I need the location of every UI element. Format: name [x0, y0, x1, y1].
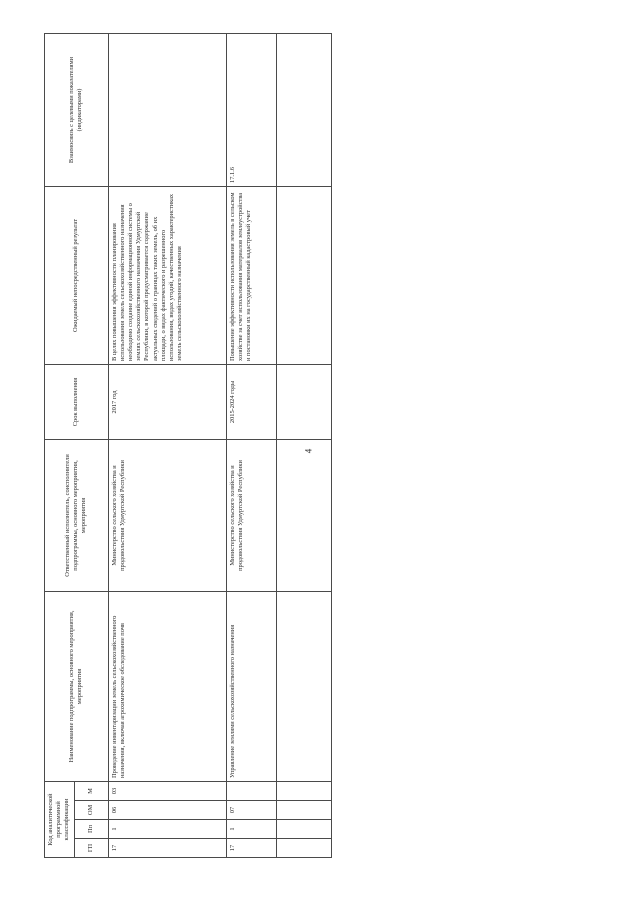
cell-result: Повышение эффективности использования земель в сельском хозяйстве за счет использования материалов землеустройства и постановки их на государственный кадастровый учет: [226, 186, 276, 364]
header-code-m: М: [74, 781, 108, 800]
header-responsible: Ответственный исполнитель, соисполнители подпрограммы, основного мероприятия, мероприятия: [45, 439, 109, 591]
header-code-pp: Пп: [74, 820, 108, 839]
cell-m: 03: [108, 781, 226, 800]
table-row-empty: [276, 33, 331, 857]
measures-table: [44, 33, 332, 858]
cell-period: 2017 год: [108, 364, 226, 439]
cell-gp: 17: [226, 839, 276, 858]
cell-om: 06: [108, 801, 226, 820]
header-result: Ожидаемый непосредственный результат: [45, 186, 109, 364]
header-code-om: ОМ: [74, 801, 108, 820]
cell-gp: 17: [108, 839, 226, 858]
cell-pp: 1: [108, 820, 226, 839]
table-row: [108, 33, 226, 857]
header-code-gp: ГП: [74, 839, 108, 858]
cell-name: Управление землями сельскохозяйственного назначения: [226, 591, 276, 781]
cell-link: 17.1.6: [226, 33, 276, 186]
cell-link: [108, 33, 226, 186]
header-period: Срок выполнения: [45, 364, 109, 439]
cell-om: 07: [226, 801, 276, 820]
cell-responsible: Министерство сельского хозяйства и продовольствия Удмуртской Республики: [108, 439, 226, 591]
page-number: 4: [303, 448, 314, 454]
header-name: Наименование подпрограммы, основного мероприятия, мероприятия: [45, 591, 109, 781]
cell-responsible: Министерство сельского хозяйства и продовольствия Удмуртской Республики: [226, 439, 276, 591]
cell-period: 2015-2024 годы: [226, 364, 276, 439]
table-row: [226, 33, 276, 857]
header-row-top: [45, 33, 75, 857]
header-code-group: Код аналитической программной классификации: [45, 781, 75, 857]
cell-result: В целях повышения эффективности планирования использования земель сельскохозяйственного назначения необходимо создание единой информационной системы о землях сельскохозяйственного назначения Удмуртской Республики, в которой предусматривается содержание актуальных сведений о границах таких земель, об их площади, о видах фактического и разрешенного использования, видах угодий, качественных характеристиках земель сельскохозяйственного назначения: [108, 186, 226, 364]
header-link: Взаимосвязь с целевыми показателями (индикаторами): [45, 33, 109, 186]
cell-name: Проведение инвентаризации земель сельскохозяйственного назначения, включая агрохимическое обследование почв: [108, 591, 226, 781]
rotated-table-wrapper: [44, 34, 332, 858]
cell-pp: 1: [226, 820, 276, 839]
cell-m: [226, 781, 276, 800]
